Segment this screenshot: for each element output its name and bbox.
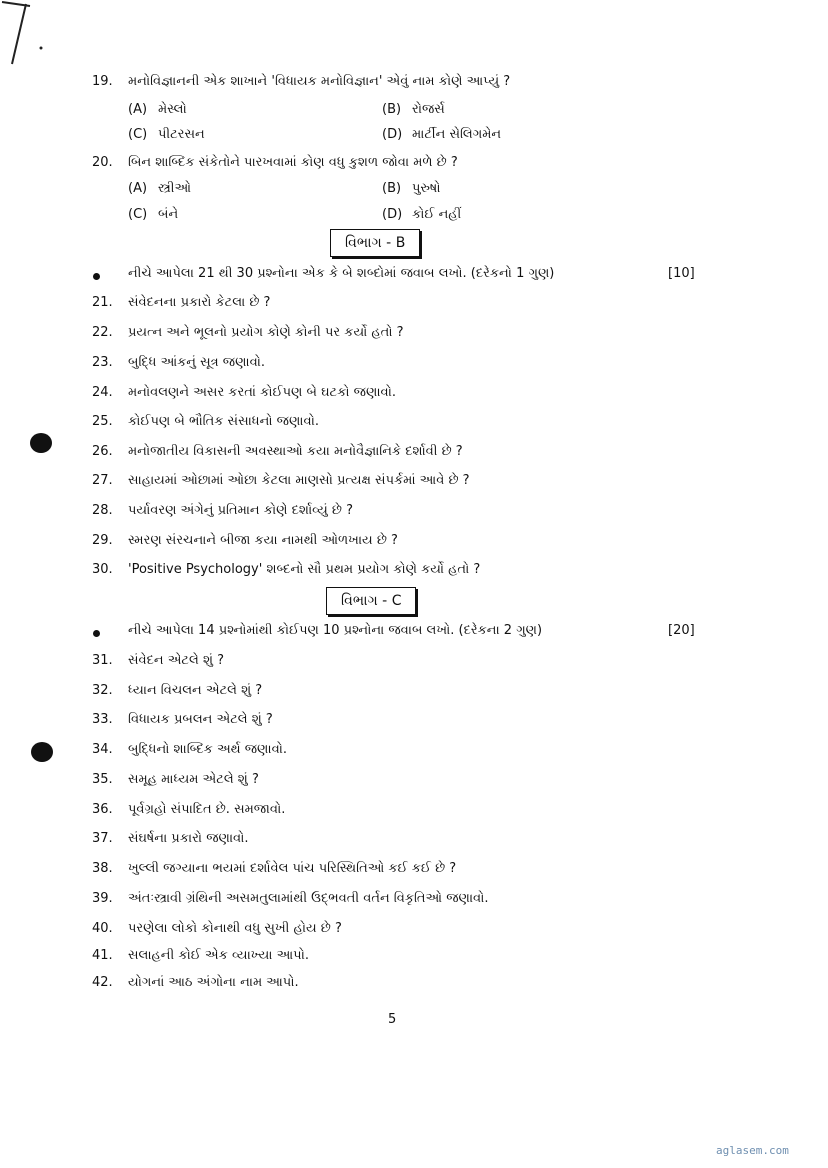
option-20-c: (C) બંને xyxy=(128,207,179,222)
hole-punch-icon xyxy=(28,736,58,766)
section-b-heading: વિભાગ - B xyxy=(330,229,420,257)
section-b-marks: [10] xyxy=(668,266,695,281)
question-29: 29. સ્મરણ સંરચનાને બીજા કયા નામથી ઓળખાય છે ? xyxy=(92,533,398,548)
option-20-b: (B) પુરુષો xyxy=(382,181,441,196)
option-19-a: (A) મેસ્લો xyxy=(128,102,187,117)
question-33: 33. વિધાયક પ્રબલન એટલે શું ? xyxy=(92,712,273,727)
question-39: 39. અંતઃસ્ત્રાવી ગ્રંથિની અસમતુલામાંથી ઉદ્ભવતી વર્તન વિકૃતિઓ જણાવો. xyxy=(92,891,489,906)
question-31: 31. સંવેદન એટલે શું ? xyxy=(92,653,225,668)
question-28: 28. પર્યાવરણ અંગેનું પ્રતિમાન કોણે દર્શાવ્યું છે ? xyxy=(92,503,353,518)
section-b-instruction: નીચે આપેલા 21 થી 30 પ્રશ્નોના એક કે બે શબ્દોમાં જવાબ લખો. (દરેકનો 1 ગુણ) xyxy=(128,266,555,281)
question-22: 22. પ્રયત્ન અને ભૂલનો પ્રયોગ કોણે કોની પર કર્યો હતો ? xyxy=(92,325,404,340)
section-c-marks: [20] xyxy=(668,623,695,638)
bullet-icon xyxy=(93,273,100,280)
bullet-icon xyxy=(93,630,100,637)
watermark: aglasem.com xyxy=(716,1144,789,1157)
question-23: 23. બુદ્ધિ આંકનું સૂત્ર જણાવો. xyxy=(92,355,266,370)
option-19-c: (C) પીટરસન xyxy=(128,127,205,142)
question-24: 24. મનોવલણને અસર કરતાં કોઈપણ બે ઘટકો જણાવો. xyxy=(92,385,396,400)
section-c-heading: વિભાગ - C xyxy=(326,587,416,615)
section-c-instruction: નીચે આપેલા 14 પ્રશ્નોમાંથી કોઈપણ 10 પ્રશ્નોના જવાબ લખો. (દરેકના 2 ગુણ) xyxy=(128,623,543,638)
question-19: 19. મનોવિજ્ઞાનની એક શાખાને 'વિધાયક મનોવિજ્ઞાન' એવું નામ કોણે આપ્યું ? xyxy=(92,74,511,89)
option-20-d: (D) કોઈ નહીં xyxy=(382,207,462,222)
question-41: 41. સલાહની કોઈ એક વ્યાખ્યા આપો. xyxy=(92,948,309,963)
question-42: 42. યોગનાં આઠ અંગોના નામ આપો. xyxy=(92,975,299,990)
question-36: 36. પૂર્વગ્રહો સંપાદિત છે. સમજાવો. xyxy=(92,802,286,817)
question-26: 26. મનોજાતીય વિકાસની અવસ્થાઓ કયા મનોવૈજ્ઞાનિકે દર્શાવી છે ? xyxy=(92,444,463,459)
question-21: 21. સંવેદનના પ્રકારો કેટલા છે ? xyxy=(92,295,271,310)
page-number: 5 xyxy=(388,1012,397,1027)
question-35: 35. સમૂહ માધ્યમ એટલે શું ? xyxy=(92,772,259,787)
option-20-a: (A) સ્ત્રીઓ xyxy=(128,181,192,196)
question-27: 27. સાહાયમાં ઓછામાં ઓછા કેટલા માણસો પ્રત્યક્ષ સંપર્કમાં આવે છે ? xyxy=(92,473,470,488)
question-34: 34. બુદ્ધિનો શાબ્દિક અર્થ જણાવો. xyxy=(92,742,288,757)
question-30: 30. 'Positive Psychology' શબ્દનો સૌ પ્રથમ પ્રયોગ કોણે કર્યો હતો ? xyxy=(92,562,481,577)
option-19-d: (D) માર્ટીન સેલિગમેન xyxy=(382,127,502,142)
question-37: 37. સંઘર્ષના પ્રકારો જણાવો. xyxy=(92,831,249,846)
hole-punch-icon xyxy=(28,428,58,458)
question-38: 38. ખુલ્લી જગ્યાના ભયમાં દર્શાવેલ પાંચ પરિસ્થિતિઓ કઈ કઈ છે ? xyxy=(92,861,457,876)
scan-mark-icon xyxy=(0,0,60,70)
question-25: 25. કોઈપણ બે ભૌતિક સંસાધનો જણાવો. xyxy=(92,414,319,429)
question-40: 40. પરણેલા લોકો કોનાથી વધુ સુખી હોય છે ? xyxy=(92,921,342,936)
option-19-b: (B) રોજર્સ xyxy=(382,102,445,117)
question-32: 32. ધ્યાન વિચલન એટલે શું ? xyxy=(92,683,263,698)
question-20: 20. બિન શાબ્દિક સંકેતોને પારખવામાં કોણ વધુ કુશળ જોવા મળે છે ? xyxy=(92,155,458,170)
